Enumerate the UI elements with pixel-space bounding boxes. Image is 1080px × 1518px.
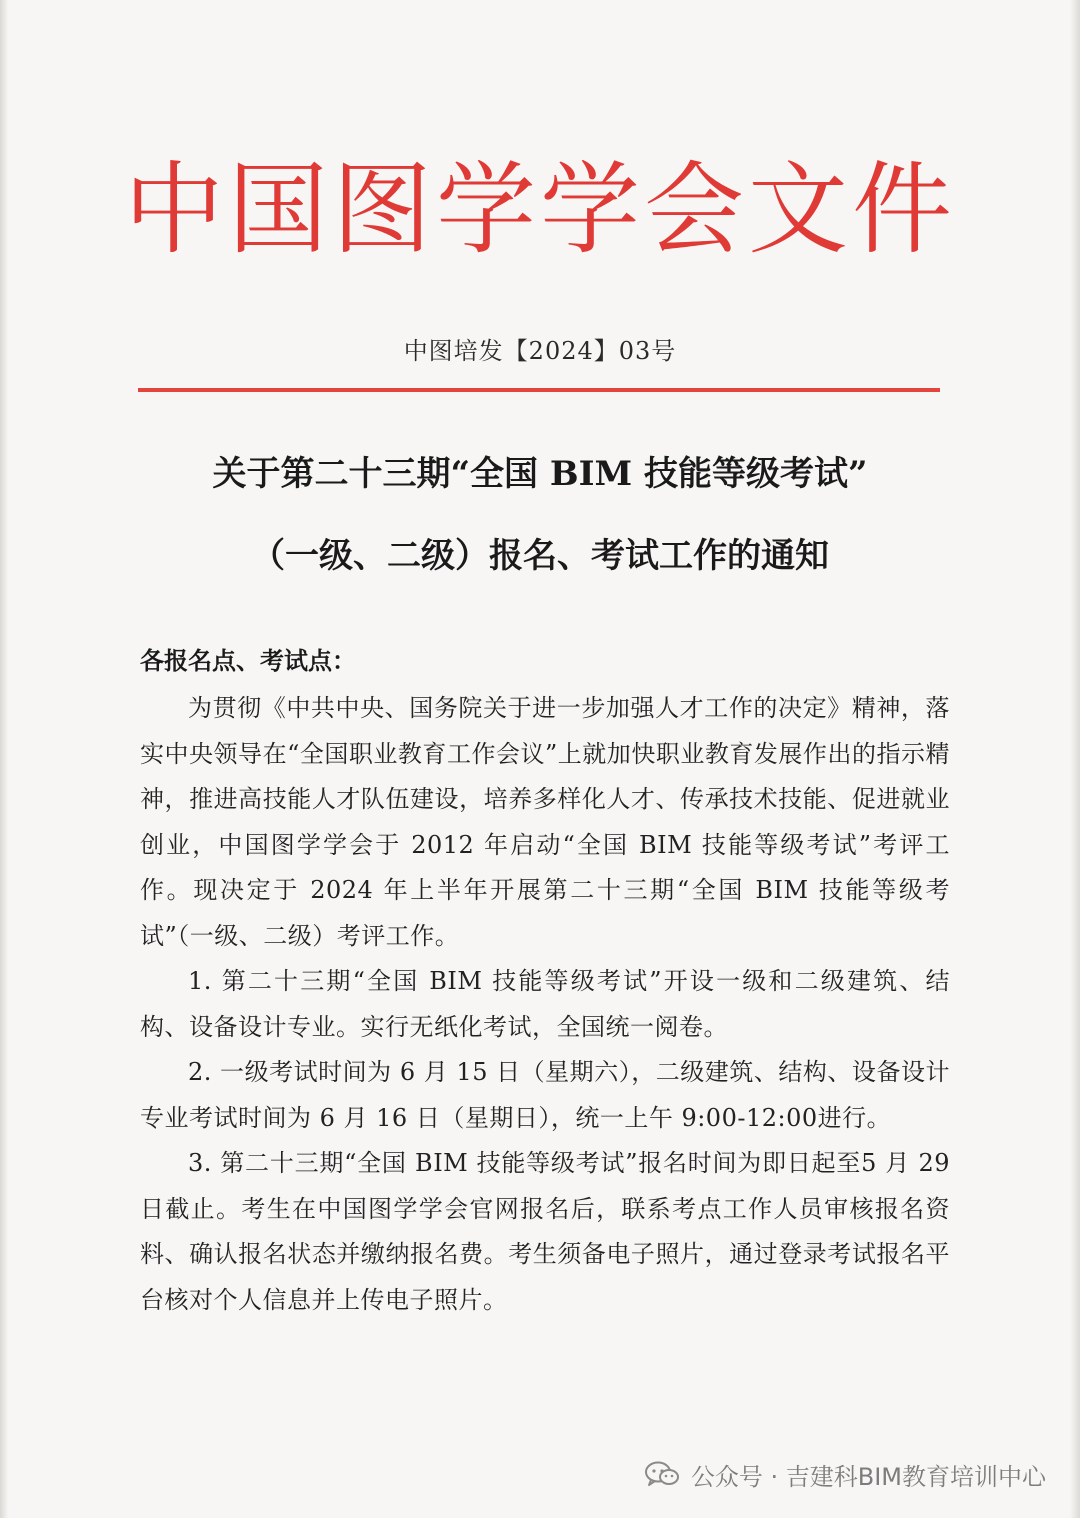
- paragraph-item-3: 3. 第二十三期“全国 BIM 技能等级考试”报名时间为即日起至5 月 29 日截止。考生在中国图学学会官网报名后，联系考点工作人员审核报名资料、确认报名状态并缴纳报名费。考生须备电子照片，通过登录考试报名平台核对个人信息并上传电子照片。: [140, 1149, 950, 1314]
- wechat-watermark: [645, 1452, 1046, 1496]
- notice-title-line-1: 关于第二十三期“全国 BIM 技能等级考试”: [212, 454, 868, 494]
- watermark-text: 公众号 · 吉建科BIM教育培训中心: [690, 1462, 1046, 1491]
- paragraph-item-1: 1. 第二十三期“全国 BIM 技能等级考试”开设一级和二级建筑、结构、设备设计专业。实行无纸化考试，全国统一阅卷。: [140, 967, 950, 1041]
- salutation: 各报名点、考试点：: [140, 646, 356, 675]
- letterhead-title: 中国图学学会文件: [124, 151, 956, 268]
- red-divider-rule: [138, 388, 940, 392]
- notice-body: [140, 686, 950, 1323]
- paragraph-item-2: 2. 一级考试时间为 6 月 15 日（星期六），二级建筑、结构、设备设计专业考试时间为 6 月 16 日（星期日），统一上午 9:00-12:00进行。: [140, 1058, 950, 1132]
- document-number: 中图培发【2024】03号: [403, 337, 677, 365]
- notice-title-line-2: （一级、二级）报名、考试工作的通知: [251, 536, 829, 576]
- wechat-icon: [645, 1461, 679, 1487]
- paragraph-intro: 为贯彻《中共中央、国务院关于进一步加强人才工作的决定》精神，落实中央领导在“全国职业教育工作会议”上就加快职业教育发展作出的指示精神，推进高技能人才队伍建设，培养多样化人才、传承技术技能、促进就业创业，中国图学学会于 2012 年启动“全国 BIM 技能等级考试”考评工作。现决定于 2024 年上半年开展第二十三期“全国 BIM 技能等级考试”（一级、二级）考评工作。: [140, 694, 950, 950]
